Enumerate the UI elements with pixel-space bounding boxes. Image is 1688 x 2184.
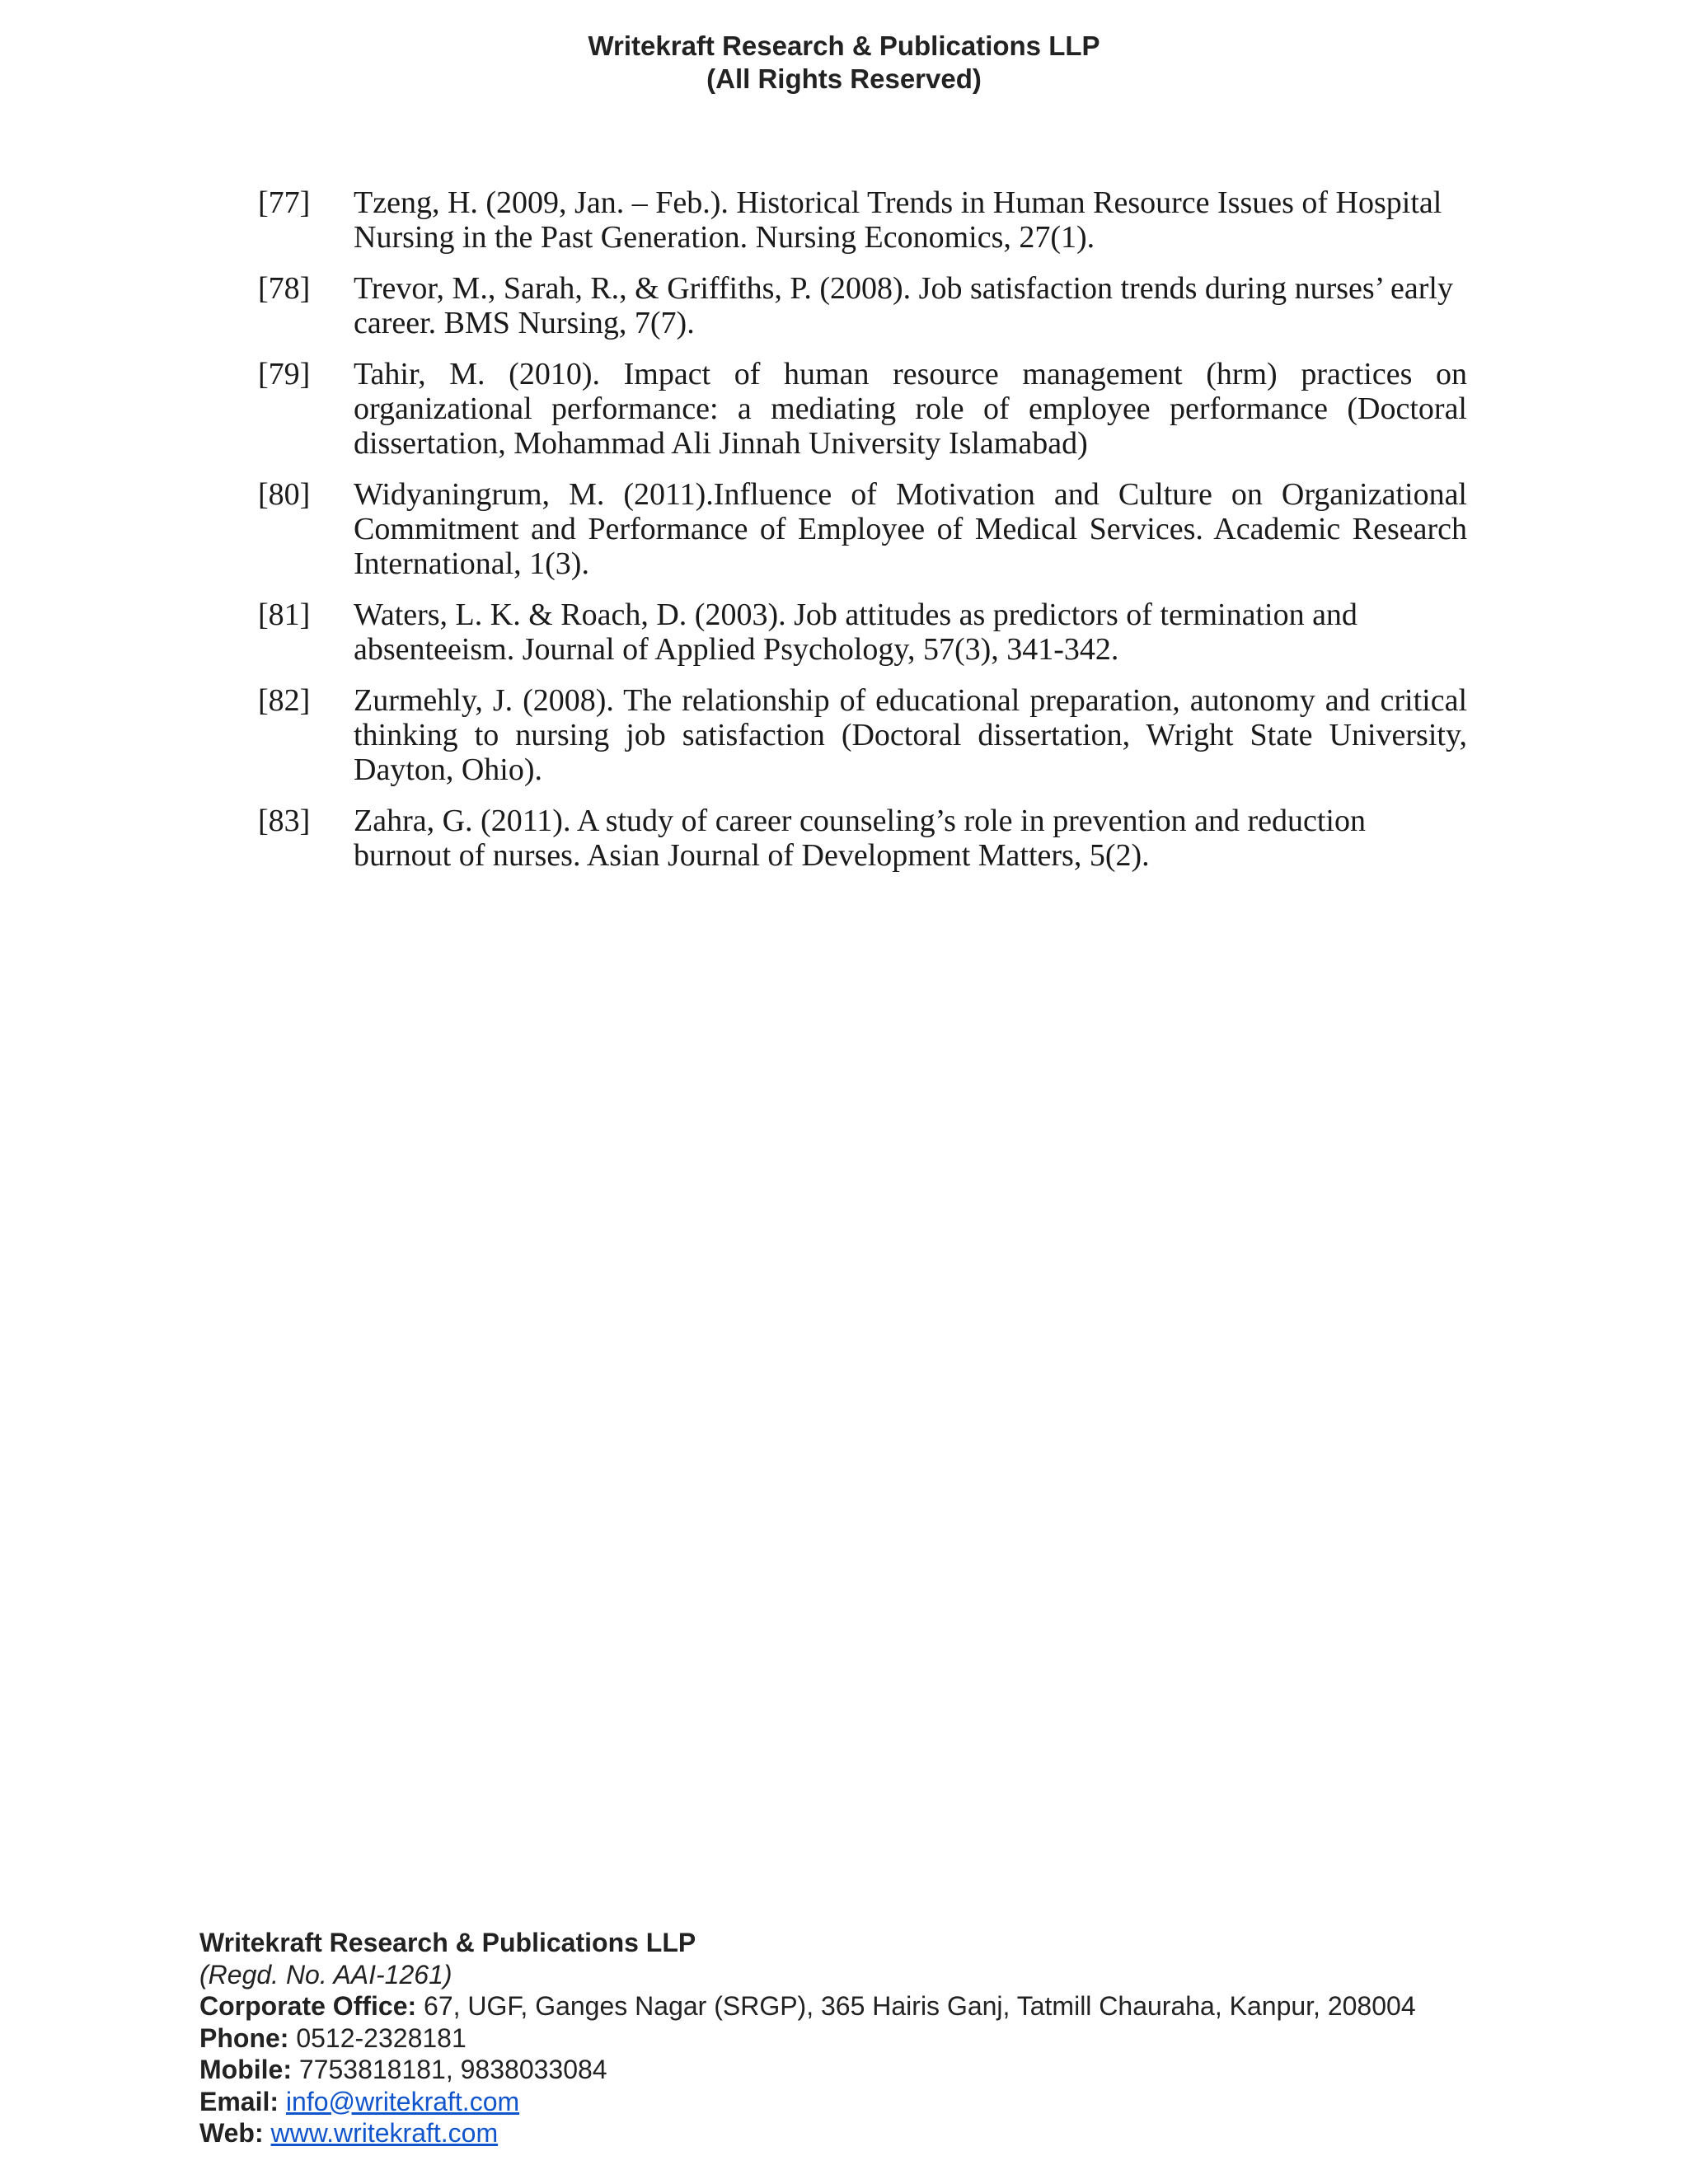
- footer-mobile: [199, 2054, 1601, 2086]
- reference-text: Trevor, M., Sarah, R., & Griffiths, P. (2008). Job satisfaction trends during nurses’ early career. BMS Nursing, 7(7).: [354, 271, 1453, 340]
- footer-web: [199, 2117, 1601, 2149]
- website-link[interactable]: www.writekraft.com: [270, 2118, 499, 2148]
- mobile-label: Mobile:: [199, 2055, 292, 2084]
- page-header: [0, 30, 1688, 96]
- footer-registration: (Regd. No. AAI-1261): [199, 1959, 452, 1990]
- footer-email: [199, 2086, 1601, 2118]
- footer-phone: [199, 2022, 1601, 2055]
- reference-number: [77]: [258, 185, 311, 220]
- office-address: 67, UGF, Ganges Nagar (SRGP), 365 Hairis Ganj, Tatmill Chauraha, Kanpur, 208004: [416, 1991, 1416, 2021]
- reference-item: [258, 185, 1467, 255]
- page-footer: [199, 1927, 1601, 2149]
- header-company-name: Writekraft Research & Publications LLP: [588, 30, 1100, 61]
- reference-number: [81]: [258, 598, 311, 632]
- reference-text: Tzeng, H. (2009, Jan. – Feb.). Historical Trends in Human Resource Issues of Hospital Nursing in the Past Generation. Nursing Economics, 27(1).: [354, 185, 1442, 255]
- reference-item: [258, 804, 1467, 873]
- mobile-numbers: 7753818181, 9838033084: [291, 2055, 607, 2084]
- reference-item: [258, 271, 1467, 340]
- reference-number: [80]: [258, 477, 311, 512]
- phone-label: Phone:: [199, 2022, 289, 2053]
- reference-item: [258, 357, 1467, 461]
- reference-list: [258, 185, 1467, 889]
- office-label: Corporate Office:: [199, 1991, 417, 2021]
- web-label: Web:: [199, 2118, 264, 2148]
- footer-company-name: Writekraft Research & Publications LLP: [199, 1928, 696, 1957]
- reference-item: [258, 477, 1467, 581]
- footer-office: [199, 1990, 1601, 2022]
- email-link[interactable]: info@writekraft.com: [285, 2086, 520, 2116]
- reference-number: [83]: [258, 804, 311, 838]
- reference-text: Widyaningrum, M. (2011).Influence of Motivation and Culture on Organizational Commitment and Performance of Employee of Medical Services. Academic Research International, 1(3).: [354, 477, 1467, 581]
- reference-text: Waters, L. K. & Roach, D. (2003). Job attitudes as predictors of termination and absenteeism. Journal of Applied Psychology, 57(3), 341-342.: [354, 598, 1357, 667]
- reference-number: [79]: [258, 357, 311, 391]
- email-label: Email:: [199, 2086, 279, 2116]
- reference-number: [82]: [258, 683, 311, 718]
- phone-number: 0512-2328181: [288, 2022, 467, 2053]
- reference-text: Zahra, G. (2011). A study of career counseling’s role in prevention and reduction burnout of nurses. Asian Journal of Development Matters, 5(2).: [354, 804, 1366, 873]
- reference-number: [78]: [258, 271, 311, 306]
- reference-item: [258, 598, 1467, 667]
- header-rights-notice: (All Rights Reserved): [706, 63, 982, 94]
- reference-item: [258, 683, 1467, 787]
- reference-text: Tahir, M. (2010). Impact of human resource management (hrm) practices on organizational performance: a mediating role of employee performance (Doctoral dissertation, Mohammad Ali Jinnah University Islamabad): [354, 357, 1467, 461]
- reference-text: Zurmehly, J. (2008). The relationship of educational preparation, autonomy and critical thinking to nursing job satisfaction (Doctoral dissertation, Wright State University, Dayton, Ohio).: [354, 683, 1467, 787]
